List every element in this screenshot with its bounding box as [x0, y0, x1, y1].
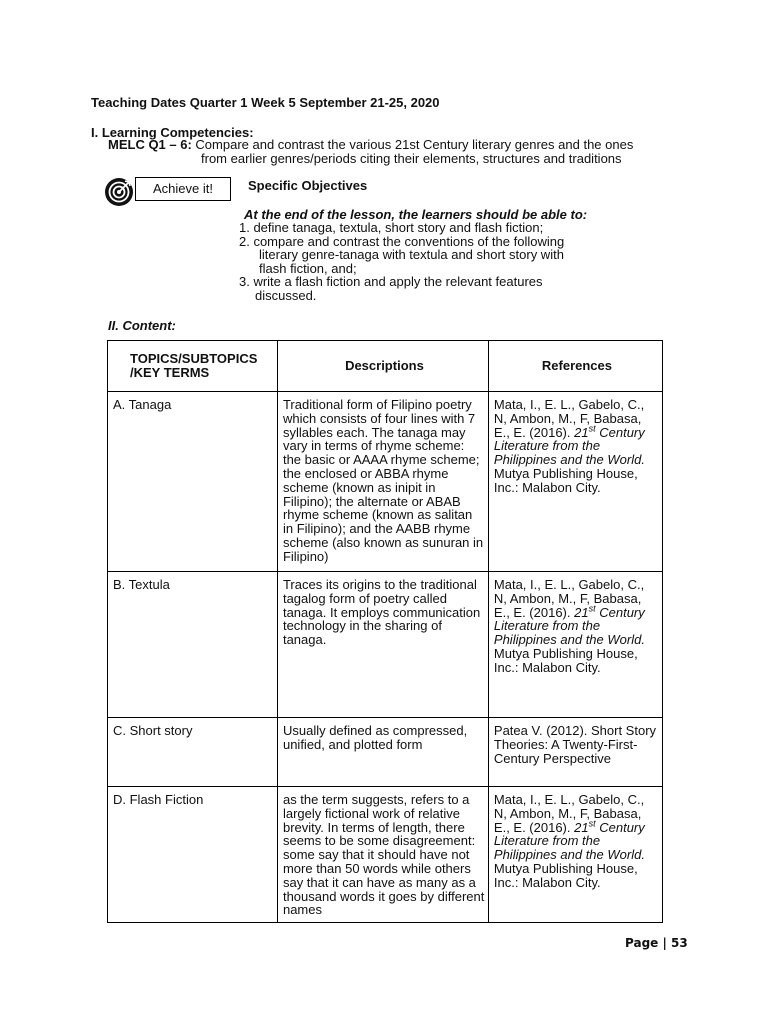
table-row — [108, 718, 663, 787]
melc-line-2: from earlier genres/periods citing their elements, structures and traditions — [201, 151, 622, 166]
objective-2-cont-2: flash fiction, and; — [259, 260, 357, 276]
table-header-row — [108, 341, 663, 392]
topic-cell: D. Flash Fiction — [108, 787, 278, 923]
table-row — [108, 392, 663, 572]
objective-3-cont: discussed. — [255, 287, 317, 303]
objective-1: 1. define tanaga, textula, short story and flash fiction; — [239, 220, 544, 235]
objective-2-cont-1: literary genre-tanaga with textula and short story with — [259, 247, 564, 262]
reference-authors: Mata, I., E. L., Gabelo, C., N, Ambon, M., F, Babasa, E., E. (2016). — [493, 397, 645, 440]
content-table — [107, 340, 663, 923]
topic-cell: B. Textula — [108, 572, 278, 718]
reference-publisher: Mutya Publishing House, Inc.: Malabon City. — [493, 645, 638, 675]
reference-authors: Mata, I., E. L., Gabelo, C., N, Ambon, M., F, Babasa, E., E. (2016). — [493, 792, 645, 835]
reference-cell — [488, 572, 662, 718]
header-references: References — [488, 341, 662, 392]
reference-cell: Patea V. (2012). Short Story Theories: A Twenty-First-Century Perspective — [488, 718, 662, 787]
reference-cell — [488, 392, 662, 572]
specific-objectives-heading: Specific Objectives — [248, 178, 368, 193]
objective-3: 3. write a flash fiction and apply the relevant features — [239, 274, 543, 289]
reference-publisher: Mutya Publishing House, Inc.: Malabon City. — [493, 465, 638, 495]
reference-sup: st — [588, 818, 596, 829]
description-cell: Traditional form of Filipino poetry which consists of four lines with 7 syllables each. The tanaga may vary in terms of rhyme scheme: the basic or AAAA rhyme scheme; the enclosed or ABBA rhyme scheme (known as inipit in Filipino); the alternate or ABAB rhyme scheme (known as salitan in Filipino); and the AABB rhyme scheme (also known as sunuran in Filipino) — [277, 392, 488, 572]
teaching-dates: Teaching Dates Quarter 1 Week 5 September 21-25, 2020 — [91, 95, 440, 110]
table-row — [108, 572, 663, 718]
content-heading: II. Content: — [108, 318, 176, 333]
reference-sup: st — [588, 423, 596, 434]
melc-statement — [108, 138, 688, 166]
reference-title-text: Century Literature from the Philippines and the World. — [493, 604, 645, 648]
description-cell: as the term suggests, refers to a largely fictional work of relative brevity. In terms of length, there seems to be some disagreement: some say that it should have not more than 50 words while others say that it can have as many as a thousand words it goes by different names — [277, 787, 488, 923]
header-topics: TOPICS/SUBTOPICS /KEY TERMS — [108, 341, 278, 392]
objectives-list — [239, 221, 599, 302]
melc-line-1: Compare and contrast the various 21st Century literary genres and the ones — [195, 137, 634, 152]
description-cell: Traces its origins to the traditional tagalog form of poetry called tanaga. It employs communication technology in the sharing of tanaga. — [277, 572, 488, 718]
melc-code: MELC Q1 – 6: — [108, 137, 192, 152]
reference-authors: Mata, I., E. L., Gabelo, C., N, Ambon, M., F, Babasa, E., E. (2016). — [493, 577, 645, 620]
achieve-it-label: Achieve it! — [135, 177, 231, 201]
reference-num: 21 — [574, 819, 589, 835]
page-number: Page | 53 — [625, 936, 688, 950]
table-row — [108, 787, 663, 923]
competencies-heading: I. Learning Competencies: — [91, 125, 254, 140]
reference-sup: st — [588, 603, 596, 614]
description-cell: Usually defined as compressed, unified, and plotted form — [277, 718, 488, 787]
topic-cell: C. Short story — [108, 718, 278, 787]
objective-2: 2. compare and contrast the conventions of the following — [239, 233, 565, 249]
header-descriptions: Descriptions — [277, 341, 488, 392]
reference-title-text: Century Literature from the Philippines and the World. — [493, 819, 645, 863]
reference-title-text: Century Literature from the Philippines and the World. — [493, 424, 645, 468]
reference-publisher: Mutya Publishing House, Inc.: Malabon City. — [493, 860, 638, 890]
target-icon — [104, 177, 134, 207]
reference-num: 21 — [574, 604, 589, 620]
reference-cell — [488, 787, 662, 923]
reference-num: 21 — [574, 424, 589, 440]
objectives-intro: At the end of the lesson, the learners should be able to: — [244, 207, 588, 222]
topic-cell: A. Tanaga — [108, 392, 278, 572]
